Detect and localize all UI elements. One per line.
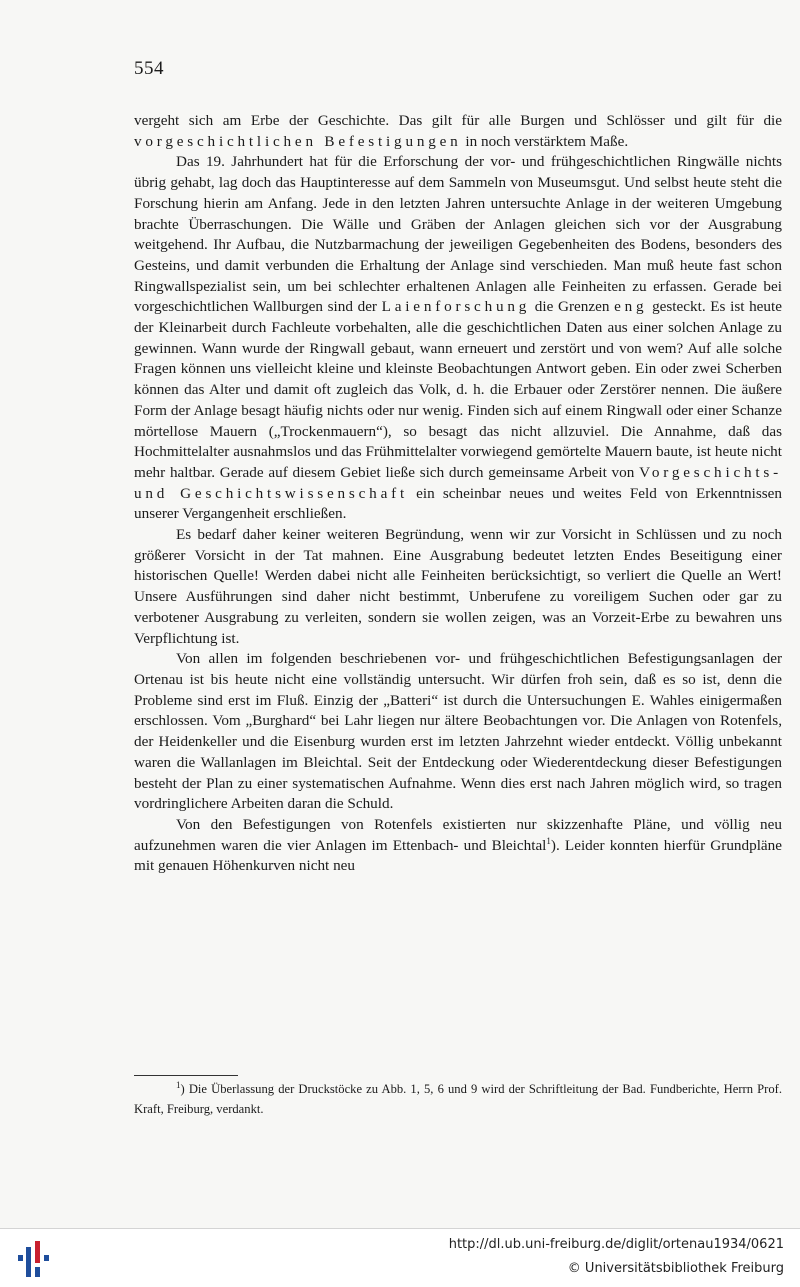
footnote-divider xyxy=(134,1075,238,1076)
paragraph-5: Von den Befestigungen von Rotenfels existierten nur skizzenhafte Pläne, und völlig neu aufzunehmen waren die vier Anlagen im Ettenbach- und Bleichtal$^1$). Leider konnten hierfür Grundpläne mit genauen Höhenkurven nicht neu xyxy=(134,815,782,875)
paragraph-4: Von allen im folgenden beschriebenen vor- und frühgeschichtlichen Befestigungsanlagen der Ortenau ist bis heute nicht eine vollständig untersucht. Wir dürfen froh sein, daß es so ist, denn die Probleme sind erst im Fluß. Einzig der „Batteri“ ist durch die Untersuchungen E. Wahles einigermaßen erschlossen. Vom „Burghard“ bei Lahr liegen nur ältere Beobachtungen vor. Die Anlagen von Rotenfels, der Heidenkeller und die Eisenburg wurden erst im letzten Jahrzehnt wieder entdeckt. Völlig unbekannt waren die Wallanlagen im Bleichtal. Seit der Entdeckung oder Wiederentdeckung dieser Befestigungen besteht der Plan zu einer systematischen Aufnahme. Wenn dies erst nach Jahren möglich wird, so tragen vordringlichere Arbeiten daran die Schuld. xyxy=(134,650,782,813)
copyright-notice: © Universitätsbibliothek Freiburg xyxy=(567,1261,784,1276)
page-number: 554 xyxy=(134,58,164,79)
footnote-reference: 1 xyxy=(546,835,551,846)
paragraph-1: vergeht sich am Erbe der Geschichte. Das gilt für alle Burgen und Schlösser und gilt für die vorgeschichtlichen Befestigungen in noch verstärktem Maße. xyxy=(134,112,782,150)
ub-freiburg-logo-icon[interactable] xyxy=(16,1237,52,1281)
footnote-mark: 1 xyxy=(176,1079,181,1090)
footer-bar xyxy=(0,1228,800,1287)
body-text xyxy=(134,111,782,877)
footnote: $^1$) Die Überlassung der Druckstöcke zu Abb. 1, 5, 6 und 9 wird der Schriftleitung der Bad. Fundberichte, Herrn Prof. Kraft, Freiburg, verdankt. xyxy=(134,1079,782,1116)
paragraph-2: Das 19. Jahrhundert hat für die Erforschung der vor- und frühgeschichtlichen Ringwälle nichts übrig gehabt, lag doch das Hauptinteresse auf dem Sammeln von Museumsgut. Und selbst heute steht die Forschung hierin am Anfang. Jede in den letzten Jahren untersuchte Anlage in der weiteren Umgebung brachte Überraschungen. Die Wälle und Gräben der Anlagen gleichen sich vor der Ausgrabung weitgehend. Ihr Aufbau, die Nutzbarmachung der jeweiligen Gegebenheiten des Bodens, besonders des Gesteins, und damit verbunden die Erhaltung der Anlage sind verschieden. Man muß heute fast schon Ringwallspezialist sein, um bei schlechter erhaltenen Anlagen alle Feinheiten zu erfassen. Gerade bei vorgeschichtlichen Wallburgen sind der Laienforschung die Grenzen eng gesteckt. Es ist heute der Kleinarbeit durch Fachleute vorbehalten, alle die geschichtlichen Daten aus einer solchen Anlage zu gewinnen. Wann wurde der Ringwall gebaut, wann erneuert und zerstört und von wem? Auf alle solche Fragen können uns vielleicht kleine und kleinste Beobachtungen Antwort geben. Ein oder zwei Scherben können das Alter und damit oft zugleich das Volk, d. h. die Erbauer oder Zerstörer nennen. Die äußere Form der Anlage besagt häufig nichts oder nur wenig. Finden sich auf einem Ringwall oder einer Schanze mörtellose Mauern („Trockenmauern“), so besagt das nicht allzuviel. Die Annahme, daß das Hochmittelalter ausnahmslos und das Frühmittelalter vorwiegend gemörtelte Mauern baute, ist heute nicht mehr haltbar. Gerade auf diesem Gebiet ließe sich durch gemeinsame Arbeit von Vorgeschichts- und Geschichtswissenschaft ein scheinbar neues und weites Feld von Erkenntnissen unserer Vergangenheit erschließen. xyxy=(134,153,783,523)
paragraph-3: Es bedarf daher keiner weiteren Begründung, wenn wir zur Vorsicht in Schlüssen und zu noch größerer Vorsicht in der Tat mahnen. Eine Ausgrabung bedeutet letzten Endes Beseitigung einer historischen Quelle! Werden dabei nicht alle Feinheiten berücksichtigt, so verliert die Quelle an Wert! Unsere Ausführungen sind daher nicht bestimmt, Unberufene zu voreiligem Suchen oder gar zu verbotener Ausgrabung zu verleiten, sondern sie wollen zeigen, was an Vorzeit-Erbe zu bewahren uns Verpflichtung ist. xyxy=(134,526,782,647)
permalink-url[interactable]: http://dl.ub.uni-freiburg.de/diglit/ortenau1934/0621 xyxy=(448,1237,784,1252)
